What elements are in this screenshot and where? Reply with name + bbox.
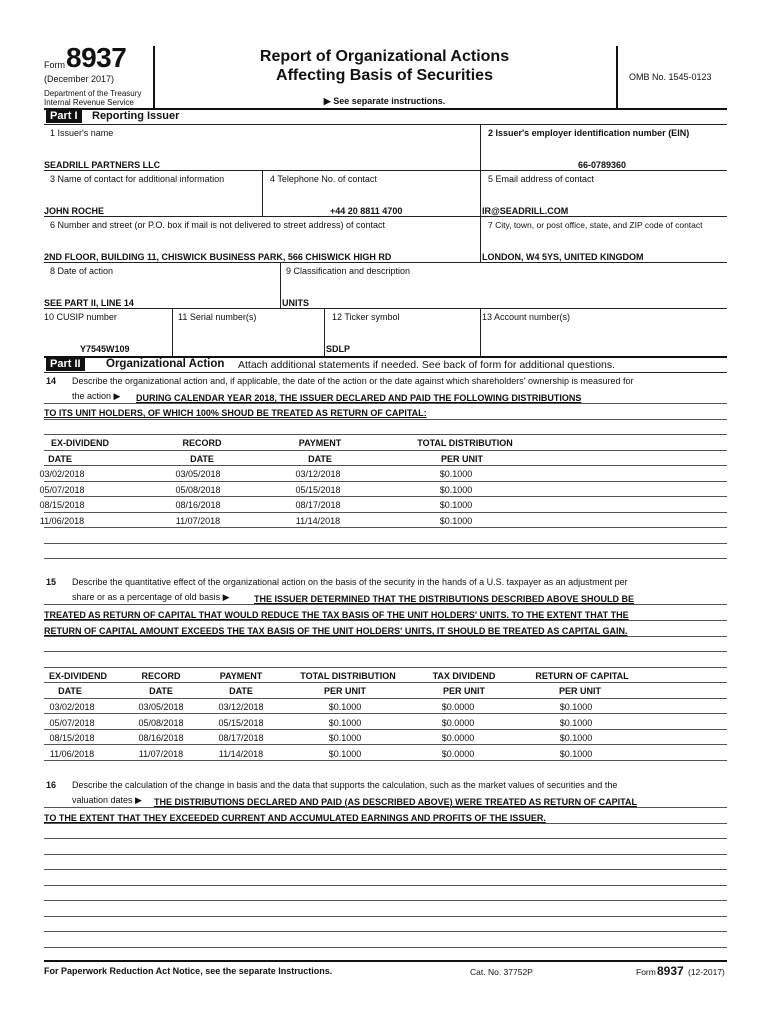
department-line2: Internal Revenue Service bbox=[44, 98, 134, 107]
t1-cell: 08/16/2018 bbox=[175, 500, 221, 510]
date-of-action-label: 8 Date of action bbox=[50, 266, 114, 276]
l14-rule-3 bbox=[44, 434, 727, 435]
t1-cell: 03/12/2018 bbox=[295, 469, 341, 479]
line16-text2: valuation dates ▶ bbox=[72, 795, 142, 805]
t2-header-roc-2: PER UNIT bbox=[558, 686, 601, 696]
line15-text: Describe the quantitative effect of the organizational action on the basis of the security in the hands of a U.S. taxpayer as an adjustment per bbox=[72, 577, 628, 587]
l16-rule-8 bbox=[44, 916, 727, 917]
t2-cell: 08/16/2018 bbox=[138, 733, 184, 743]
t2-cell: $0.1000 bbox=[328, 733, 362, 743]
line16-answer1[interactable]: THE DISTRIBUTIONS DECLARED AND PAID (AS DESCRIBED ABOVE) WERE TREATED AS RETURN OF CAPITAL bbox=[154, 797, 638, 807]
serial-number-label: 11 Serial number(s) bbox=[178, 312, 257, 322]
t2-cell: $0.0000 bbox=[441, 718, 475, 728]
t1-cell: 03/05/2018 bbox=[175, 469, 221, 479]
line14-text: Describe the organizational action and, if applicable, the date of the action or the date against which shareholders' ownership is measured for bbox=[72, 376, 634, 386]
issuer-name-label: 1 Issuer's name bbox=[50, 128, 114, 138]
t1-header-exdiv-2: DATE bbox=[48, 454, 72, 464]
l15-rule-4 bbox=[44, 651, 727, 652]
t2-header-record-2: DATE bbox=[149, 686, 173, 696]
line15-answer1[interactable]: THE ISSUER DETERMINED THAT THE DISTRIBUTIONS DESCRIBED ABOVE SHOULD BE bbox=[254, 594, 635, 604]
ein-field[interactable]: 66-0789360 bbox=[578, 160, 627, 170]
email-field[interactable]: IR@SEADRILL.COM bbox=[482, 206, 569, 216]
ticker-field[interactable]: SDLP bbox=[326, 344, 351, 354]
t1-cell: 05/08/2018 bbox=[175, 485, 221, 495]
line14-text2: the action ▶ bbox=[72, 391, 121, 401]
t2-cell: 05/15/2018 bbox=[218, 718, 264, 728]
t1-cell: 11/14/2018 bbox=[295, 516, 341, 526]
l16-rule-3 bbox=[44, 838, 727, 839]
contact-name-label: 3 Name of contact for additional information bbox=[50, 174, 225, 184]
ein-label: 2 Issuer's employer identification number (EIN) bbox=[488, 128, 690, 138]
row1-divider bbox=[480, 124, 481, 170]
l16-rule-2 bbox=[44, 823, 727, 824]
t2-cell: 11/07/2018 bbox=[138, 749, 184, 759]
ticker-label: 12 Ticker symbol bbox=[332, 312, 400, 322]
t1-header-total-1: TOTAL DISTRIBUTION bbox=[417, 438, 513, 448]
row4-divider bbox=[280, 262, 281, 308]
line14-number: 14 bbox=[46, 376, 57, 386]
l14-rule-6 bbox=[44, 481, 727, 482]
line15-number: 15 bbox=[46, 577, 57, 587]
part2-subtitle: Attach additional statements if needed. See back of form for additional questions. bbox=[238, 359, 616, 371]
t1-cell: 05/15/2018 bbox=[295, 485, 341, 495]
t1-cell: $0.1000 bbox=[439, 500, 473, 510]
row5-divider-c bbox=[480, 308, 481, 356]
omb-number: OMB No. 1545-0123 bbox=[629, 72, 712, 82]
l16-rule-9 bbox=[44, 931, 727, 932]
l14-rule-9 bbox=[44, 527, 727, 528]
t2-cell: 11/06/2018 bbox=[49, 749, 95, 759]
row5-divider-a bbox=[172, 308, 173, 356]
l16-rule-7 bbox=[44, 900, 727, 901]
t2-cell: 03/12/2018 bbox=[218, 702, 264, 712]
t2-cell: $0.1000 bbox=[559, 718, 593, 728]
row3-divider bbox=[480, 216, 481, 262]
t2-cell: $0.0000 bbox=[441, 749, 475, 759]
contact-name-field[interactable]: JOHN ROCHE bbox=[44, 206, 105, 216]
l15-rule-1 bbox=[44, 604, 727, 605]
l14-rule-10 bbox=[44, 543, 727, 544]
l14-rule-2 bbox=[44, 419, 727, 420]
t2-cell: $0.1000 bbox=[559, 733, 593, 743]
l15-rule-10 bbox=[44, 744, 727, 745]
t1-header-record-1: RECORD bbox=[182, 438, 222, 448]
t2-cell: $0.1000 bbox=[328, 718, 362, 728]
telephone-label: 4 Telephone No. of contact bbox=[270, 174, 377, 184]
line15-text2: share or as a percentage of old basis ▶ bbox=[72, 592, 230, 602]
l15-rule-5 bbox=[44, 667, 727, 668]
form-title-line1: Report of Organizational Actions bbox=[259, 48, 510, 65]
t2-cell: 03/02/2018 bbox=[49, 702, 95, 712]
t2-header-exdiv-1: EX-DIVIDEND bbox=[48, 671, 107, 681]
t1-cell: 11/06/2018 bbox=[39, 516, 85, 526]
row2-rule bbox=[44, 216, 727, 217]
t2-header-payment-2: DATE bbox=[229, 686, 253, 696]
t2-header-roc-1: RETURN OF CAPITAL bbox=[535, 671, 629, 681]
l14-rule-4 bbox=[44, 450, 727, 451]
cusip-label: 10 CUSIP number bbox=[44, 312, 117, 322]
l16-rule-5 bbox=[44, 869, 727, 870]
line14-answer1[interactable]: DURING CALENDAR YEAR 2018, THE ISSUER DECLARED AND PAID THE FOLLOWING DISTRIBUTIONS bbox=[136, 393, 582, 403]
l14-rule-8 bbox=[44, 512, 727, 513]
city-field[interactable]: LONDON, W4 5YS, UNITED KINGDOM bbox=[482, 252, 644, 262]
t2-header-record-1: RECORD bbox=[141, 671, 181, 681]
t1-cell: $0.1000 bbox=[439, 516, 473, 526]
part2-title-rule bbox=[44, 372, 727, 373]
t2-header-tax-2: PER UNIT bbox=[442, 686, 485, 696]
header-divider-right bbox=[616, 46, 618, 108]
l15-rule-7 bbox=[44, 698, 727, 699]
street-field[interactable]: 2ND FLOOR, BUILDING 11, CHISWICK BUSINESS PARK, 566 CHISWICK HIGH RD bbox=[44, 252, 392, 262]
form-title-line2: Affecting Basis of Securities bbox=[276, 67, 493, 84]
t2-cell: 05/08/2018 bbox=[138, 718, 184, 728]
t2-cell: $0.0000 bbox=[441, 733, 475, 743]
footer-rule bbox=[44, 960, 727, 962]
l14-rule-1 bbox=[44, 403, 727, 404]
part2-title: Organizational Action bbox=[106, 358, 225, 370]
t2-cell: 11/14/2018 bbox=[218, 749, 264, 759]
t1-cell: 11/07/2018 bbox=[175, 516, 221, 526]
t1-header-record-2: DATE bbox=[190, 454, 214, 464]
paperwork-notice: For Paperwork Reduction Act Notice, see the separate Instructions. bbox=[44, 966, 333, 976]
t1-cell: 08/17/2018 bbox=[295, 500, 341, 510]
row2-divider-a bbox=[262, 170, 263, 216]
department-line1: Department of the Treasury bbox=[44, 89, 142, 98]
l15-rule-8 bbox=[44, 713, 727, 714]
t2-cell: $0.1000 bbox=[559, 702, 593, 712]
line16-answer2[interactable]: TO THE EXTENT THAT THEY EXCEEDED CURRENT AND ACCUMULATED EARNINGS AND PROFITS OF THE ISSUER. bbox=[44, 813, 546, 823]
t1-cell: 03/02/2018 bbox=[39, 469, 85, 479]
row3-rule bbox=[44, 262, 727, 263]
t2-cell: $0.0000 bbox=[441, 702, 475, 712]
email-label: 5 Email address of contact bbox=[488, 174, 595, 184]
part1-title-rule bbox=[44, 124, 727, 125]
t1-header-total-2: PER UNIT bbox=[440, 454, 483, 464]
l14-rule-5 bbox=[44, 465, 727, 466]
t1-header-payment-2: DATE bbox=[308, 454, 332, 464]
t2-header-exdiv-2: DATE bbox=[58, 686, 82, 696]
classification-label: 9 Classification and description bbox=[286, 266, 411, 276]
part1-title: Reporting Issuer bbox=[92, 110, 180, 122]
l15-rule-9 bbox=[44, 729, 727, 730]
footer-form-word: Form bbox=[636, 967, 656, 977]
t2-header-payment-1: PAYMENT bbox=[219, 671, 263, 681]
classification-field[interactable]: UNITS bbox=[282, 298, 309, 308]
line16-text: Describe the calculation of the change in basis and the data that supports the calculation, such as the market values of securities and the bbox=[72, 780, 618, 790]
l14-rule-7 bbox=[44, 496, 727, 497]
line15-answer3[interactable]: RETURN OF CAPITAL AMOUNT EXCEEDS THE TAX BASIS OF THE UNIT HOLDERS' UNITS, IT SHOULD BE TREATED AS CAPITAL GAIN. bbox=[44, 626, 628, 636]
form-number: 8937 bbox=[66, 42, 127, 73]
street-label: 6 Number and street (or P.O. box if mail is not delivered to street address) of contact bbox=[50, 220, 385, 230]
t1-header-payment-1: PAYMENT bbox=[298, 438, 342, 448]
l16-rule-1 bbox=[44, 807, 727, 808]
line16-number: 16 bbox=[46, 780, 57, 790]
t2-cell: $0.1000 bbox=[328, 702, 362, 712]
t1-cell: $0.1000 bbox=[439, 469, 473, 479]
footer-revision: (12-2017) bbox=[688, 967, 725, 977]
t1-cell: 05/07/2018 bbox=[39, 485, 85, 495]
catalog-number: Cat. No. 37752P bbox=[470, 967, 533, 977]
t1-header-exdiv-1: EX-DIVIDEND bbox=[50, 438, 109, 448]
city-label: 7 City, town, or post office, state, and ZIP code of contact bbox=[488, 220, 703, 230]
footer-form-number: 8937 bbox=[657, 964, 684, 978]
telephone-field[interactable]: +44 20 8811 4700 bbox=[330, 206, 403, 216]
line15-answer2[interactable]: TREATED AS RETURN OF CAPITAL THAT WOULD REDUCE THE TAX BASIS OF THE UNIT HOLDERS' UNITS. TO THE EXTENT THAT THE bbox=[44, 610, 629, 620]
t1-cell: 08/15/2018 bbox=[39, 500, 85, 510]
l16-rule-4 bbox=[44, 854, 727, 855]
l15-rule-2 bbox=[44, 620, 727, 621]
t2-cell: $0.1000 bbox=[328, 749, 362, 759]
l15-rule-3 bbox=[44, 636, 727, 637]
t2-cell: 03/05/2018 bbox=[138, 702, 184, 712]
row1-rule bbox=[44, 170, 727, 171]
l16-rule-10 bbox=[44, 947, 727, 948]
cusip-field[interactable]: Y7545W109 bbox=[80, 344, 130, 354]
form-word: Form bbox=[44, 60, 65, 70]
issuer-name-field[interactable]: SEADRILL PARTNERS LLC bbox=[44, 160, 161, 170]
t2-cell: $0.1000 bbox=[559, 749, 593, 759]
t1-cell: $0.1000 bbox=[439, 485, 473, 495]
t2-header-total-1: TOTAL DISTRIBUTION bbox=[300, 671, 396, 681]
l15-rule-6 bbox=[44, 682, 727, 683]
l14-rule-11 bbox=[44, 558, 727, 559]
t2-cell: 08/15/2018 bbox=[49, 733, 95, 743]
l15-rule-11 bbox=[44, 760, 727, 761]
t2-header-tax-1: TAX DIVIDEND bbox=[432, 671, 496, 681]
l16-rule-6 bbox=[44, 885, 727, 886]
part1-tag: Part I bbox=[46, 110, 82, 123]
see-instructions-note: ▶ See separate instructions. bbox=[323, 96, 446, 106]
form-revision: (December 2017) bbox=[44, 74, 115, 84]
line14-answer2[interactable]: TO ITS UNIT HOLDERS, OF WHICH 100% SHOUD BE TREATED AS RETURN OF CAPITAL: bbox=[44, 408, 427, 418]
t2-cell: 08/17/2018 bbox=[218, 733, 264, 743]
date-of-action-field[interactable]: SEE PART II, LINE 14 bbox=[44, 298, 134, 308]
t2-header-total-2: PER UNIT bbox=[323, 686, 366, 696]
row5-divider-b bbox=[324, 308, 325, 356]
account-number-label: 13 Account number(s) bbox=[482, 312, 571, 322]
row4-rule bbox=[44, 308, 727, 309]
row2-divider-b bbox=[480, 170, 481, 216]
part2-tag: Part II bbox=[46, 358, 85, 371]
t2-cell: 05/07/2018 bbox=[49, 718, 95, 728]
